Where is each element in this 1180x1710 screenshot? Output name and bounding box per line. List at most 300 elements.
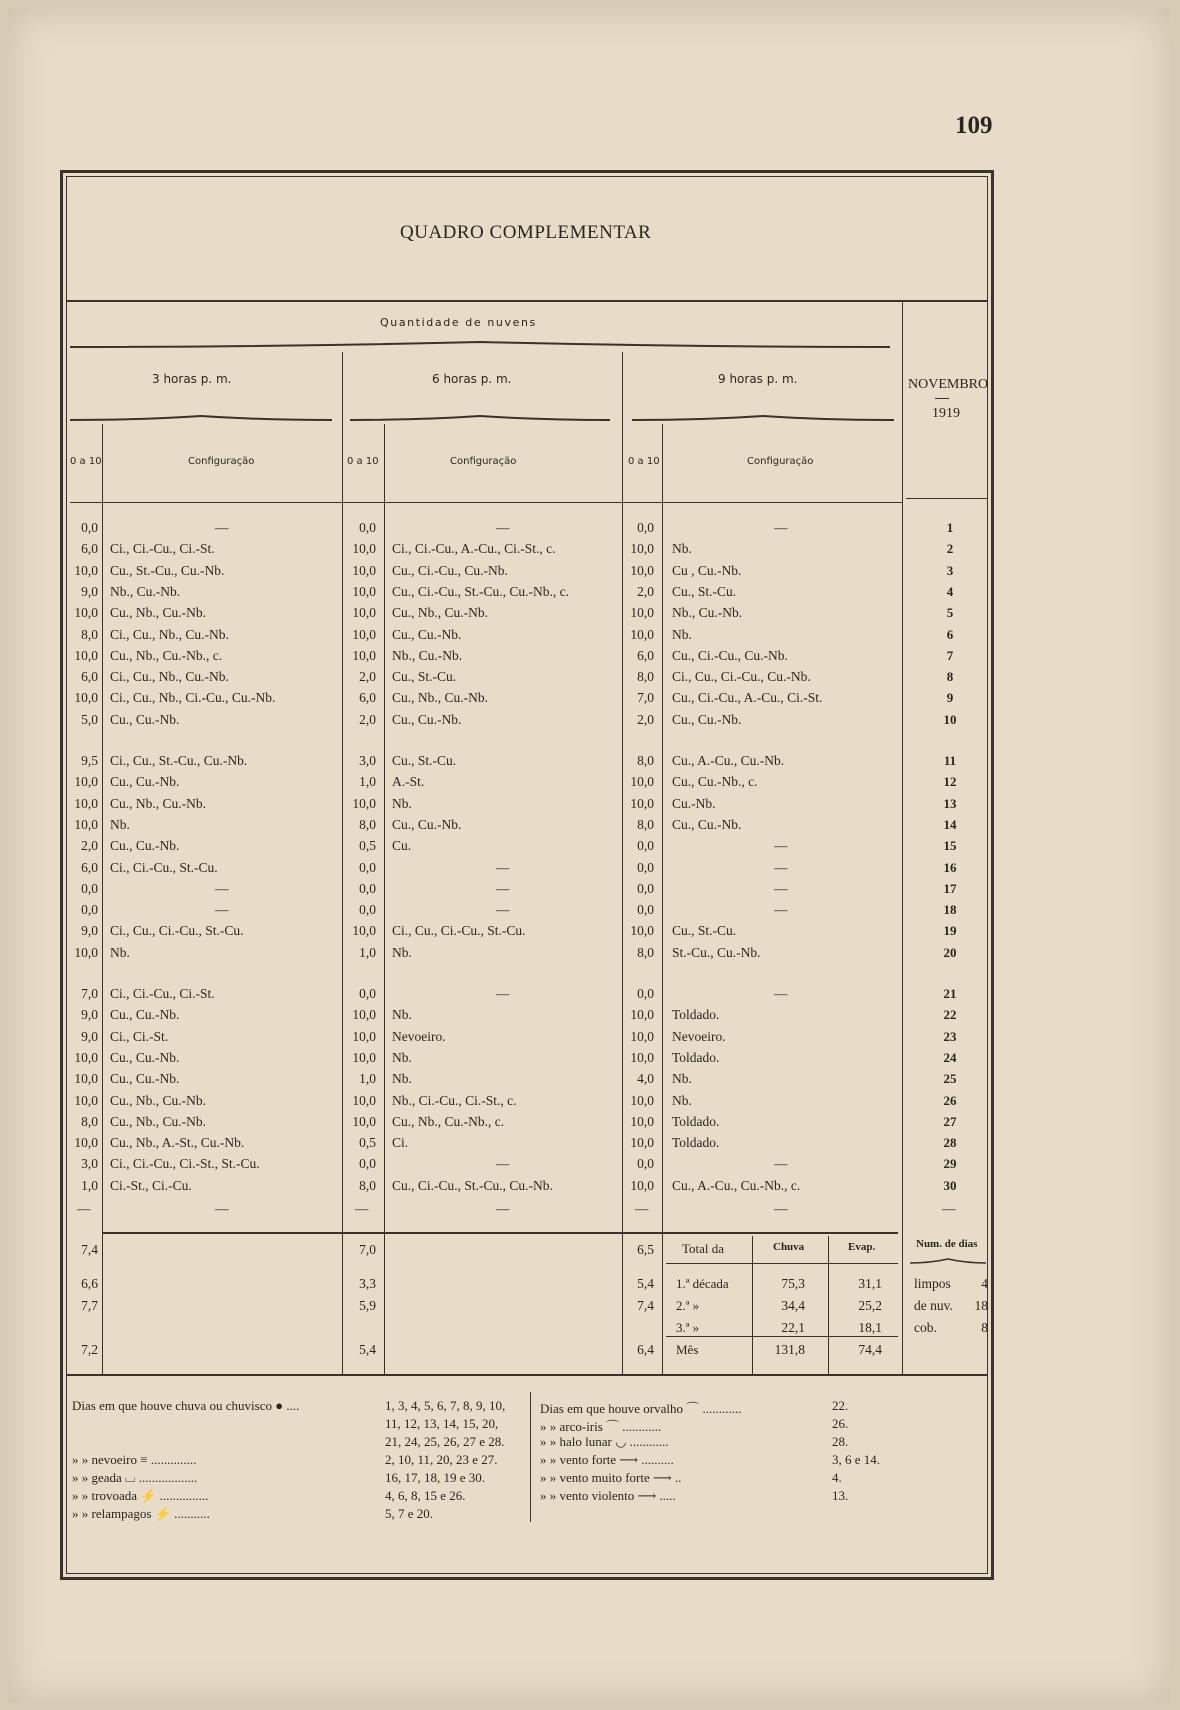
config-9pm: Cu.-Nb. bbox=[672, 795, 716, 811]
day-number: 17 bbox=[943, 880, 957, 896]
value-9pm: 8,0 bbox=[637, 944, 654, 960]
config-3pm: Ci., Cu., Nb., Cu.-Nb. bbox=[110, 626, 229, 642]
day-number: 28 bbox=[943, 1135, 957, 1151]
value-6pm: 0,0 bbox=[359, 859, 376, 875]
footnote-left-days: 11, 12, 13, 14, 15, 20, bbox=[385, 1416, 499, 1431]
value-3pm: 1,0 bbox=[81, 1177, 98, 1193]
num-dias-value: 18 bbox=[974, 1298, 988, 1313]
precip-chuva: 22,1 bbox=[781, 1320, 805, 1335]
page-title: QUADRO COMPLEMENTAR bbox=[400, 222, 652, 243]
value-3pm: 10,0 bbox=[74, 1071, 98, 1087]
value-3pm: 9,0 bbox=[81, 1007, 98, 1023]
period-head-6pm: 6 horas p. m. bbox=[432, 372, 512, 386]
config-9pm: Cu., A.-Cu., Cu.-Nb. bbox=[672, 753, 785, 768]
value-9pm: 0,0 bbox=[637, 880, 654, 896]
col-config-3pm: Configuração bbox=[188, 456, 255, 467]
hline-footnotes bbox=[66, 1374, 988, 1376]
config-9pm: — bbox=[774, 880, 788, 896]
footnote-right-label: » » halo lunar ◡ ............ bbox=[540, 1434, 669, 1449]
config-6pm: Ci. bbox=[392, 1135, 409, 1151]
config-6pm: Ci., Ci.-Cu., A.-Cu., Ci.-St., c. bbox=[392, 541, 556, 557]
config-6pm: Cu., St.-Cu. bbox=[392, 753, 457, 768]
day-number: 6 bbox=[946, 626, 954, 642]
footnote-left-days: 16, 17, 18, 19 e 30. bbox=[385, 1470, 486, 1485]
footnote-right-label: » » vento violento ⟶ ..... bbox=[540, 1488, 676, 1503]
config-9pm: Toldado. bbox=[672, 1007, 720, 1023]
brace-6pm bbox=[350, 414, 610, 422]
hline-precip-head bbox=[666, 1263, 898, 1264]
value-6pm: 10,0 bbox=[352, 626, 376, 642]
col-config-9pm: Configuração bbox=[747, 456, 814, 467]
config-9pm: Cu., A.-Cu., Cu.-Nb., c. bbox=[672, 1177, 801, 1193]
value-6pm: 10,0 bbox=[352, 562, 376, 578]
value-3pm: 10,0 bbox=[74, 562, 98, 578]
value-6pm: 10,0 bbox=[352, 583, 376, 599]
value-9pm: 10,0 bbox=[630, 1092, 654, 1108]
config-9pm: — bbox=[774, 520, 788, 535]
config-3pm: Ci., Ci.-Cu., Ci.-St. bbox=[110, 541, 215, 557]
num-dias-brace bbox=[910, 1258, 986, 1264]
value-9pm: 0,0 bbox=[637, 859, 654, 875]
section-brace bbox=[70, 340, 890, 348]
config-3pm: Cu., Cu.-Nb. bbox=[110, 1007, 180, 1023]
value-6pm: 0,0 bbox=[359, 520, 376, 535]
num-dias-label: de nuv. bbox=[914, 1298, 953, 1313]
value-6pm: 8,0 bbox=[359, 816, 376, 832]
footnote-right-days: 4. bbox=[832, 1470, 842, 1485]
summary-value: 6,5 bbox=[637, 1242, 654, 1257]
config-6pm: Cu., Cu.-Nb. bbox=[392, 711, 462, 727]
config-6pm: Nb. bbox=[392, 1049, 412, 1065]
value-9pm: 0,0 bbox=[637, 838, 654, 854]
precip-chuva: 131,8 bbox=[774, 1342, 805, 1357]
num-dias-value: 4 bbox=[981, 1276, 988, 1291]
config-9pm: Nevoeiro. bbox=[672, 1028, 726, 1044]
precip-evap: 25,2 bbox=[858, 1298, 882, 1313]
value-9pm: 8,0 bbox=[637, 669, 654, 685]
summary-value: 7,4 bbox=[81, 1242, 98, 1257]
value-9pm: 10,0 bbox=[630, 541, 654, 557]
config-6pm: Cu., Cu.-Nb. bbox=[392, 626, 462, 642]
config-3pm: Cu., Cu.-Nb. bbox=[110, 838, 180, 854]
value-6pm: 10,0 bbox=[352, 1007, 376, 1023]
page-number: 109 bbox=[955, 112, 993, 139]
section-heading: Quantidade de nuvens bbox=[380, 316, 537, 329]
precip-evap: 31,1 bbox=[858, 1276, 882, 1291]
day-number: 12 bbox=[943, 774, 957, 790]
value-9pm: 10,0 bbox=[630, 562, 654, 578]
config-9pm: — bbox=[774, 986, 788, 1001]
value-9pm: 0,0 bbox=[637, 902, 654, 918]
config-6pm: Nb., Cu.-Nb. bbox=[392, 647, 463, 663]
day-number: 20 bbox=[943, 944, 957, 960]
value-9pm: 10,0 bbox=[630, 795, 654, 811]
col-config-6pm: Configuração bbox=[450, 456, 517, 467]
value-6pm: 10,0 bbox=[352, 923, 376, 939]
config-3pm: — bbox=[215, 520, 229, 535]
value-6pm: 10,0 bbox=[352, 647, 376, 663]
value-9pm: 10,0 bbox=[630, 774, 654, 790]
precip-chuva: 75,3 bbox=[781, 1276, 805, 1291]
config-3pm: Cu., Nb., Cu.-Nb., c. bbox=[110, 647, 223, 663]
value-6pm: 0,0 bbox=[359, 986, 376, 1001]
precip-label: Mês bbox=[676, 1342, 699, 1357]
config-9pm: — bbox=[774, 859, 788, 875]
value-6pm: 1,0 bbox=[359, 1071, 376, 1087]
value-9pm: 10,0 bbox=[630, 605, 654, 621]
summary-value: 6,4 bbox=[637, 1342, 654, 1357]
config-6pm: Cu. bbox=[392, 838, 412, 854]
num-dias-label: cob. bbox=[914, 1320, 937, 1335]
footnote-right-days: 26. bbox=[832, 1416, 849, 1431]
value-9pm: 10,0 bbox=[630, 1135, 654, 1151]
value-6pm: 10,0 bbox=[352, 541, 376, 557]
value-3pm: 6,0 bbox=[81, 541, 98, 557]
day-number: 29 bbox=[943, 1156, 957, 1172]
day-number: 4 bbox=[946, 583, 954, 599]
footnote-left-label: » » relampagos ⚡ ........... bbox=[72, 1506, 210, 1521]
config-9pm: Cu., Ci.-Cu., A.-Cu., Ci.-St. bbox=[672, 690, 823, 706]
hline-precip-month bbox=[666, 1336, 898, 1337]
value-3pm: 6,0 bbox=[81, 859, 98, 875]
end-dash: — bbox=[496, 1201, 510, 1216]
config-9pm: Toldado. bbox=[672, 1049, 720, 1065]
footnote-left-days: 21, 24, 25, 26, 27 e 28. bbox=[385, 1434, 505, 1449]
config-6pm: — bbox=[496, 520, 510, 535]
value-9pm: 2,0 bbox=[637, 711, 654, 727]
day-number: 9 bbox=[946, 690, 954, 706]
day-number: 27 bbox=[943, 1113, 957, 1129]
config-3pm: Cu., Cu.-Nb. bbox=[110, 1049, 180, 1065]
day-number: 23 bbox=[943, 1028, 957, 1044]
value-9pm: 2,0 bbox=[637, 583, 654, 599]
value-6pm: 0,0 bbox=[359, 880, 376, 896]
value-3pm: 9,5 bbox=[81, 753, 98, 768]
day-number: 15 bbox=[943, 838, 957, 854]
value-6pm: 1,0 bbox=[359, 774, 376, 790]
day-number: 14 bbox=[943, 816, 957, 832]
config-6pm: — bbox=[496, 902, 510, 918]
day-number: 7 bbox=[946, 647, 954, 663]
config-3pm: Ci., Cu., Nb., Cu.-Nb. bbox=[110, 669, 229, 685]
config-9pm: Cu., St.-Cu. bbox=[672, 923, 737, 939]
summary-value: 5,9 bbox=[359, 1298, 376, 1313]
value-9pm: 10,0 bbox=[630, 1177, 654, 1193]
vline-footnotes bbox=[530, 1392, 531, 1522]
config-3pm: Ci., Cu., Ci.-Cu., St.-Cu. bbox=[110, 923, 244, 939]
day-number: 1 bbox=[946, 520, 954, 535]
title-rule bbox=[66, 300, 988, 302]
value-9pm: 10,0 bbox=[630, 1049, 654, 1065]
precip-evap: 18,1 bbox=[858, 1320, 882, 1335]
value-9pm: 0,0 bbox=[637, 986, 654, 1001]
footnote-right-label: » » arco-iris ⌒ ............ bbox=[540, 1419, 662, 1434]
value-6pm: 0,5 bbox=[359, 838, 376, 854]
config-3pm: Cu., Nb., Cu.-Nb. bbox=[110, 605, 207, 621]
summary-value: 5,4 bbox=[359, 1342, 376, 1357]
value-6pm: 10,0 bbox=[352, 795, 376, 811]
day-number: 18 bbox=[943, 902, 957, 918]
footnote-left-days: 1, 3, 4, 5, 6, 7, 8, 9, 10, bbox=[385, 1398, 506, 1413]
summary-value: 7,2 bbox=[81, 1342, 98, 1357]
day-number: 25 bbox=[943, 1071, 957, 1087]
value-6pm: 6,0 bbox=[359, 690, 376, 706]
value-3pm: 10,0 bbox=[74, 774, 98, 790]
config-9pm: Cu , Cu.-Nb. bbox=[672, 562, 742, 578]
config-9pm: Cu., Cu.-Nb., c. bbox=[672, 774, 758, 790]
hline-totals bbox=[102, 1232, 898, 1234]
vline-evap bbox=[828, 1236, 829, 1374]
config-6pm: Nevoeiro. bbox=[392, 1028, 446, 1044]
footnote-left-label: » » geada ⌴ .................. bbox=[72, 1470, 198, 1485]
config-6pm: Cu., Ci.-Cu., St.-Cu., Cu.-Nb. bbox=[392, 1177, 553, 1193]
num-dias-label: limpos bbox=[914, 1276, 951, 1291]
value-3pm: 10,0 bbox=[74, 690, 98, 706]
brace-9pm bbox=[632, 414, 894, 422]
value-6pm: 10,0 bbox=[352, 1092, 376, 1108]
config-9pm: Toldado. bbox=[672, 1135, 720, 1151]
config-3pm: Cu., Nb., Cu.-Nb. bbox=[110, 1092, 207, 1108]
period-head-3pm: 3 horas p. m. bbox=[152, 372, 232, 386]
config-9pm: — bbox=[774, 902, 788, 918]
config-9pm: Cu., Cu.-Nb. bbox=[672, 816, 742, 832]
value-3pm: 6,0 bbox=[81, 669, 98, 685]
config-9pm: Cu., Ci.-Cu., Cu.-Nb. bbox=[672, 647, 788, 663]
month-label: NOVEMBRO bbox=[908, 377, 989, 392]
config-9pm: Cu., St.-Cu. bbox=[672, 583, 737, 599]
value-3pm: 10,0 bbox=[74, 647, 98, 663]
footnote-left-days: 5, 7 e 20. bbox=[385, 1506, 434, 1521]
summary-value: 6,6 bbox=[81, 1276, 98, 1291]
value-3pm: 10,0 bbox=[74, 1092, 98, 1108]
hline-header bbox=[70, 502, 902, 503]
value-3pm: 10,0 bbox=[74, 816, 98, 832]
config-6pm: Nb. bbox=[392, 1071, 412, 1087]
value-3pm: 9,0 bbox=[81, 923, 98, 939]
brace-3pm bbox=[70, 414, 332, 422]
end-dash: — bbox=[774, 1201, 788, 1216]
value-9pm: 10,0 bbox=[630, 1113, 654, 1129]
config-3pm: — bbox=[215, 880, 229, 896]
config-6pm: Nb., Ci.-Cu., Ci.-St., c. bbox=[392, 1092, 517, 1108]
month-rule bbox=[935, 398, 949, 399]
footnote-left-label: » » nevoeiro ≡ .............. bbox=[72, 1452, 197, 1467]
col-scale-3pm: 0 a 10 bbox=[70, 456, 102, 467]
summary-value: 7,7 bbox=[81, 1298, 98, 1313]
day-number: 26 bbox=[943, 1092, 957, 1108]
footnote-right-days: 28. bbox=[832, 1434, 849, 1449]
value-9pm: 6,0 bbox=[637, 647, 654, 663]
config-3pm: Ci., Cu., St.-Cu., Cu.-Nb. bbox=[110, 753, 248, 768]
config-3pm: Nb., Cu.-Nb. bbox=[110, 583, 181, 599]
config-3pm: Ci., Cu., Nb., Ci.-Cu., Cu.-Nb. bbox=[110, 690, 276, 706]
value-9pm: 8,0 bbox=[637, 816, 654, 832]
config-6pm: Nb. bbox=[392, 944, 412, 960]
value-6pm: 10,0 bbox=[352, 1028, 376, 1044]
day-number: 5 bbox=[946, 605, 954, 621]
footnote-left-label: » » trovoada ⚡ ............... bbox=[72, 1488, 209, 1503]
day-number: 11 bbox=[943, 753, 957, 768]
precip-head-evap: Evap. bbox=[848, 1241, 876, 1253]
config-3pm: Cu., Cu.-Nb. bbox=[110, 774, 180, 790]
day-number: 21 bbox=[943, 986, 957, 1001]
config-6pm: Cu., St.-Cu. bbox=[392, 669, 457, 685]
footnote-right-days: 3, 6 e 14. bbox=[832, 1452, 881, 1467]
year-label: 1919 bbox=[932, 406, 960, 421]
end-dash: — bbox=[635, 1201, 649, 1216]
config-9pm: Ci., Cu., Ci.-Cu., Cu.-Nb. bbox=[672, 669, 811, 685]
end-dash: — bbox=[215, 1201, 229, 1216]
footnote-right-label: » » vento muito forte ⟶ .. bbox=[540, 1470, 682, 1485]
value-3pm: 8,0 bbox=[81, 1113, 98, 1129]
config-9pm: — bbox=[774, 838, 788, 854]
config-6pm: Nb. bbox=[392, 795, 412, 811]
config-6pm: — bbox=[496, 859, 510, 875]
end-dash: — bbox=[77, 1201, 91, 1216]
value-3pm: 10,0 bbox=[74, 795, 98, 811]
num-dias-head: Num. de dias bbox=[916, 1238, 978, 1250]
precip-head-total: Total da bbox=[682, 1241, 725, 1256]
config-3pm: Cu., St.-Cu., Cu.-Nb. bbox=[110, 562, 225, 578]
day-number: 2 bbox=[946, 541, 954, 557]
value-6pm: 3,0 bbox=[359, 753, 376, 768]
day-number: 22 bbox=[943, 1007, 957, 1023]
precip-evap: 74,4 bbox=[858, 1342, 882, 1357]
value-3pm: 0,0 bbox=[81, 902, 98, 918]
value-6pm: 10,0 bbox=[352, 1049, 376, 1065]
config-6pm: Cu., Ci.-Cu., St.-Cu., Cu.-Nb., c. bbox=[392, 583, 570, 599]
footnote-right-days: 22. bbox=[832, 1398, 849, 1413]
vline-chuva bbox=[752, 1236, 753, 1374]
value-9pm: 7,0 bbox=[637, 690, 654, 706]
day-number: 16 bbox=[943, 859, 957, 875]
config-3pm: Cu., Nb., Cu.-Nb. bbox=[110, 1113, 207, 1129]
value-3pm: 8,0 bbox=[81, 626, 98, 642]
config-9pm: Nb. bbox=[672, 626, 692, 642]
precip-chuva: 34,4 bbox=[781, 1298, 805, 1313]
config-9pm: Toldado. bbox=[672, 1113, 720, 1129]
config-6pm: Cu., Nb., Cu.-Nb. bbox=[392, 605, 489, 621]
precip-head-chuva: Chuva bbox=[773, 1241, 805, 1253]
config-3pm: Cu., Nb., A.-St., Cu.-Nb. bbox=[110, 1135, 245, 1151]
config-3pm: Ci.-St., Ci.-Cu. bbox=[110, 1177, 192, 1193]
value-9pm: 10,0 bbox=[630, 1007, 654, 1023]
value-6pm: 10,0 bbox=[352, 1113, 376, 1129]
day-number: 3 bbox=[946, 562, 954, 578]
value-9pm: 0,0 bbox=[637, 1156, 654, 1172]
config-6pm: A.-St. bbox=[392, 774, 425, 790]
footnote-left-days: 2, 10, 11, 20, 23 e 27. bbox=[385, 1452, 498, 1467]
config-3pm: Ci., Ci.-Cu., St.-Cu. bbox=[110, 859, 218, 875]
footnote-left-days: 4, 6, 8, 15 e 26. bbox=[385, 1488, 466, 1503]
value-6pm: 0,5 bbox=[359, 1135, 376, 1151]
value-3pm: 9,0 bbox=[81, 1028, 98, 1044]
value-3pm: 9,0 bbox=[81, 583, 98, 599]
day-number: 19 bbox=[943, 923, 957, 939]
config-6pm: Cu., Cu.-Nb. bbox=[392, 816, 462, 832]
footnote-left-label: Dias em que houve chuva ou chuvisco ● .... bbox=[72, 1398, 300, 1413]
value-3pm: 10,0 bbox=[74, 1135, 98, 1151]
day-number: 10 bbox=[943, 711, 957, 727]
config-9pm: Nb. bbox=[672, 1092, 692, 1108]
value-6pm: 8,0 bbox=[359, 1177, 376, 1193]
value-9pm: 8,0 bbox=[637, 753, 654, 768]
value-3pm: 5,0 bbox=[81, 711, 98, 727]
config-9pm: Nb., Cu.-Nb. bbox=[672, 605, 743, 621]
config-3pm: Cu., Cu.-Nb. bbox=[110, 1071, 180, 1087]
config-3pm: Nb. bbox=[110, 944, 130, 960]
day-number: 30 bbox=[943, 1177, 957, 1193]
value-3pm: 2,0 bbox=[81, 838, 98, 854]
precip-label: 3.ª » bbox=[676, 1320, 700, 1335]
config-3pm: Ci., Ci.-Cu., Ci.-St., St.-Cu. bbox=[110, 1156, 260, 1172]
value-6pm: 0,0 bbox=[359, 902, 376, 918]
num-dias-value: 8 bbox=[981, 1320, 988, 1335]
period-head-9pm: 9 horas p. m. bbox=[718, 372, 798, 386]
precip-label: 1.ª década bbox=[676, 1276, 729, 1291]
end-dash: — bbox=[355, 1201, 369, 1216]
value-9pm: 4,0 bbox=[637, 1071, 654, 1087]
col-scale-9pm: 0 a 10 bbox=[628, 456, 660, 467]
config-9pm: Cu., Cu.-Nb. bbox=[672, 711, 742, 727]
summary-value: 7,4 bbox=[637, 1298, 654, 1313]
config-6pm: Ci., Cu., Ci.-Cu., St.-Cu. bbox=[392, 923, 526, 939]
config-6pm: Cu., Nb., Cu.-Nb., c. bbox=[392, 1113, 505, 1129]
config-6pm: Cu., Nb., Cu.-Nb. bbox=[392, 690, 489, 706]
value-6pm: 0,0 bbox=[359, 1156, 376, 1172]
col-scale-6pm: 0 a 10 bbox=[347, 456, 379, 467]
config-9pm: St.-Cu., Cu.-Nb. bbox=[672, 944, 761, 960]
config-6pm: — bbox=[496, 880, 510, 896]
day-number: 24 bbox=[943, 1049, 957, 1065]
config-6pm: — bbox=[496, 986, 510, 1001]
config-3pm: Ci., Ci.-St. bbox=[110, 1028, 169, 1044]
value-3pm: 10,0 bbox=[74, 944, 98, 960]
footnote-right-label: Dias em que houve orvalho ⌒ ............ bbox=[540, 1401, 742, 1416]
hline-header-day bbox=[906, 498, 988, 499]
vline-month bbox=[902, 302, 903, 1374]
config-6pm: Cu., Ci.-Cu., Cu.-Nb. bbox=[392, 562, 508, 578]
precip-label: 2.ª » bbox=[676, 1298, 700, 1313]
value-3pm: 10,0 bbox=[74, 1049, 98, 1065]
value-3pm: 10,0 bbox=[74, 605, 98, 621]
value-6pm: 1,0 bbox=[359, 944, 376, 960]
value-3pm: 3,0 bbox=[81, 1156, 98, 1172]
footnote-right-days: 13. bbox=[832, 1488, 849, 1503]
value-3pm: 7,0 bbox=[81, 986, 98, 1001]
config-6pm: Nb. bbox=[392, 1007, 412, 1023]
summary-value: 7,0 bbox=[359, 1242, 376, 1257]
value-6pm: 2,0 bbox=[359, 669, 376, 685]
summary-value: 5,4 bbox=[637, 1276, 654, 1291]
config-3pm: Ci., Ci.-Cu., Ci.-St. bbox=[110, 986, 215, 1001]
end-dash: — bbox=[942, 1201, 956, 1216]
value-6pm: 2,0 bbox=[359, 711, 376, 727]
config-6pm: — bbox=[496, 1156, 510, 1172]
config-9pm: Nb. bbox=[672, 541, 692, 557]
day-number: 13 bbox=[943, 795, 957, 811]
config-3pm: Cu., Nb., Cu.-Nb. bbox=[110, 795, 207, 811]
config-3pm: — bbox=[215, 902, 229, 918]
value-9pm: 10,0 bbox=[630, 1028, 654, 1044]
config-9pm: Nb. bbox=[672, 1071, 692, 1087]
value-3pm: 0,0 bbox=[81, 520, 98, 535]
config-3pm: Nb. bbox=[110, 816, 130, 832]
config-3pm: Cu., Cu.-Nb. bbox=[110, 711, 180, 727]
value-9pm: 10,0 bbox=[630, 626, 654, 642]
value-9pm: 10,0 bbox=[630, 923, 654, 939]
value-3pm: 0,0 bbox=[81, 880, 98, 896]
